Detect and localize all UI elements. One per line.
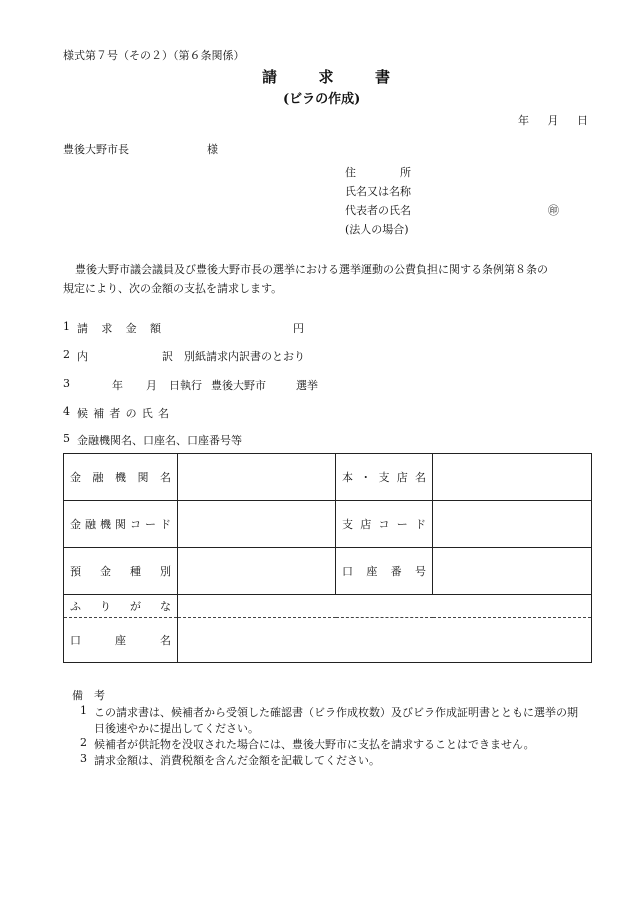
item4-number: 4 (63, 405, 70, 418)
addressee-honorific: 様 (207, 143, 218, 156)
branch-name-field[interactable] (433, 454, 592, 501)
note1-number: 1 (80, 704, 87, 717)
note2-text: 候補者が供託物を没収された場合には、豊後大野市に支払を請求することはできません。 (94, 738, 535, 751)
item1-char: 額 (149, 322, 161, 335)
date-month: 月 (547, 114, 559, 127)
item1-char: 求 (101, 322, 113, 335)
item2-char: 内 (77, 350, 88, 363)
body-text-line2: 規定により、次の金額の支払を請求します。 (63, 282, 283, 295)
item3-year: 年 (112, 379, 123, 392)
branch-code-label: 支 店 コ ー ド (336, 501, 433, 548)
table-row (64, 618, 592, 663)
branch-name-label: 本 ・ 支 店 名 (336, 454, 433, 501)
item2-number: 2 (63, 348, 70, 361)
item3-day: 日執行 (169, 379, 202, 392)
account-name-field[interactable] (178, 618, 592, 663)
note1-line1: この請求書は、候補者から受領した確認書（ビラ作成枚数）及びビラ作成証明書とともに選挙の期 (94, 706, 578, 719)
address-char: 所 (400, 166, 411, 179)
branch-code-field[interactable] (433, 501, 592, 548)
item2-label (77, 348, 173, 364)
note3-number: 3 (80, 752, 87, 765)
item2-char: 訳 (162, 350, 173, 363)
item1-unit: 円 (293, 322, 304, 335)
item3-city: 豊後大野市 (211, 379, 266, 392)
item3-election: 選挙 (296, 379, 318, 392)
item4-char: 者 (109, 407, 121, 420)
item1-char: 請 (77, 322, 88, 335)
item5-label: 金融機関名、口座名、口座番号等 (77, 434, 242, 447)
item3-month: 月 (146, 379, 157, 392)
date-line (518, 112, 588, 128)
item4-char: の (125, 407, 137, 420)
body-text-line1: 豊後大野市議会議員及び豊後大野市長の選挙における選挙運動の公費負担に関する条例第８条の (75, 263, 548, 276)
document-subtitle: (ビラの作成) (283, 92, 361, 107)
deposit-type-label: 預 金 種 別 (64, 548, 178, 595)
bank-code-field[interactable] (178, 501, 336, 548)
item2-value: 別紙請求内訳書のとおり (184, 350, 305, 363)
deposit-type-field[interactable] (178, 548, 336, 595)
table-row (64, 501, 592, 548)
form-number: 様式第７号（その２）（第６条関係） (63, 49, 245, 62)
note1-line2: 日後速やかに提出してください。 (94, 722, 259, 735)
date-year: 年 (518, 114, 529, 127)
bank-code-label: 金 融 機 関 コ ー ド (64, 501, 178, 548)
title-char: 求 (318, 68, 334, 86)
corporation-note: (法人の場合) (345, 223, 409, 236)
notes-heading: 備 考 (72, 689, 105, 702)
note2-number: 2 (80, 736, 87, 749)
table-row (64, 595, 592, 618)
representative-label: 代表者の氏名 (345, 204, 411, 217)
item3-number: 3 (63, 377, 70, 390)
item1-label (77, 320, 161, 336)
account-number-field[interactable] (433, 548, 592, 595)
addressee-name: 豊後大野市長 (63, 143, 129, 156)
address-label (345, 164, 411, 180)
furigana-field[interactable] (178, 595, 592, 618)
date-day: 日 (577, 114, 588, 127)
item4-char: 補 (93, 407, 105, 420)
claimant-name-label: 氏名又は名称 (345, 185, 411, 198)
table-row (64, 454, 592, 501)
title-char: 書 (374, 68, 390, 86)
item4-char: 氏 (141, 407, 153, 420)
seal-mark: ㊞ (548, 204, 559, 217)
bank-name-field[interactable] (178, 454, 336, 501)
bank-info-table (63, 453, 592, 663)
item4-char: 名 (157, 407, 169, 420)
account-name-label: 口 座 名 (64, 618, 178, 663)
item1-number: 1 (63, 320, 70, 333)
note3-text: 請求金額は、消費税額を含んだ金額を記載してください。 (94, 754, 380, 767)
item4-char: 候 (77, 407, 88, 420)
document-title (262, 66, 390, 87)
title-char: 請 (262, 68, 278, 86)
table-row (64, 548, 592, 595)
bank-name-label: 金 融 機 関 名 (64, 454, 178, 501)
item1-char: 金 (125, 322, 137, 335)
item4-label (77, 405, 169, 421)
address-char: 住 (345, 166, 356, 179)
account-number-label: 口 座 番 号 (336, 548, 433, 595)
item5-number: 5 (63, 432, 70, 445)
furigana-label: ふ り が な (64, 595, 178, 618)
